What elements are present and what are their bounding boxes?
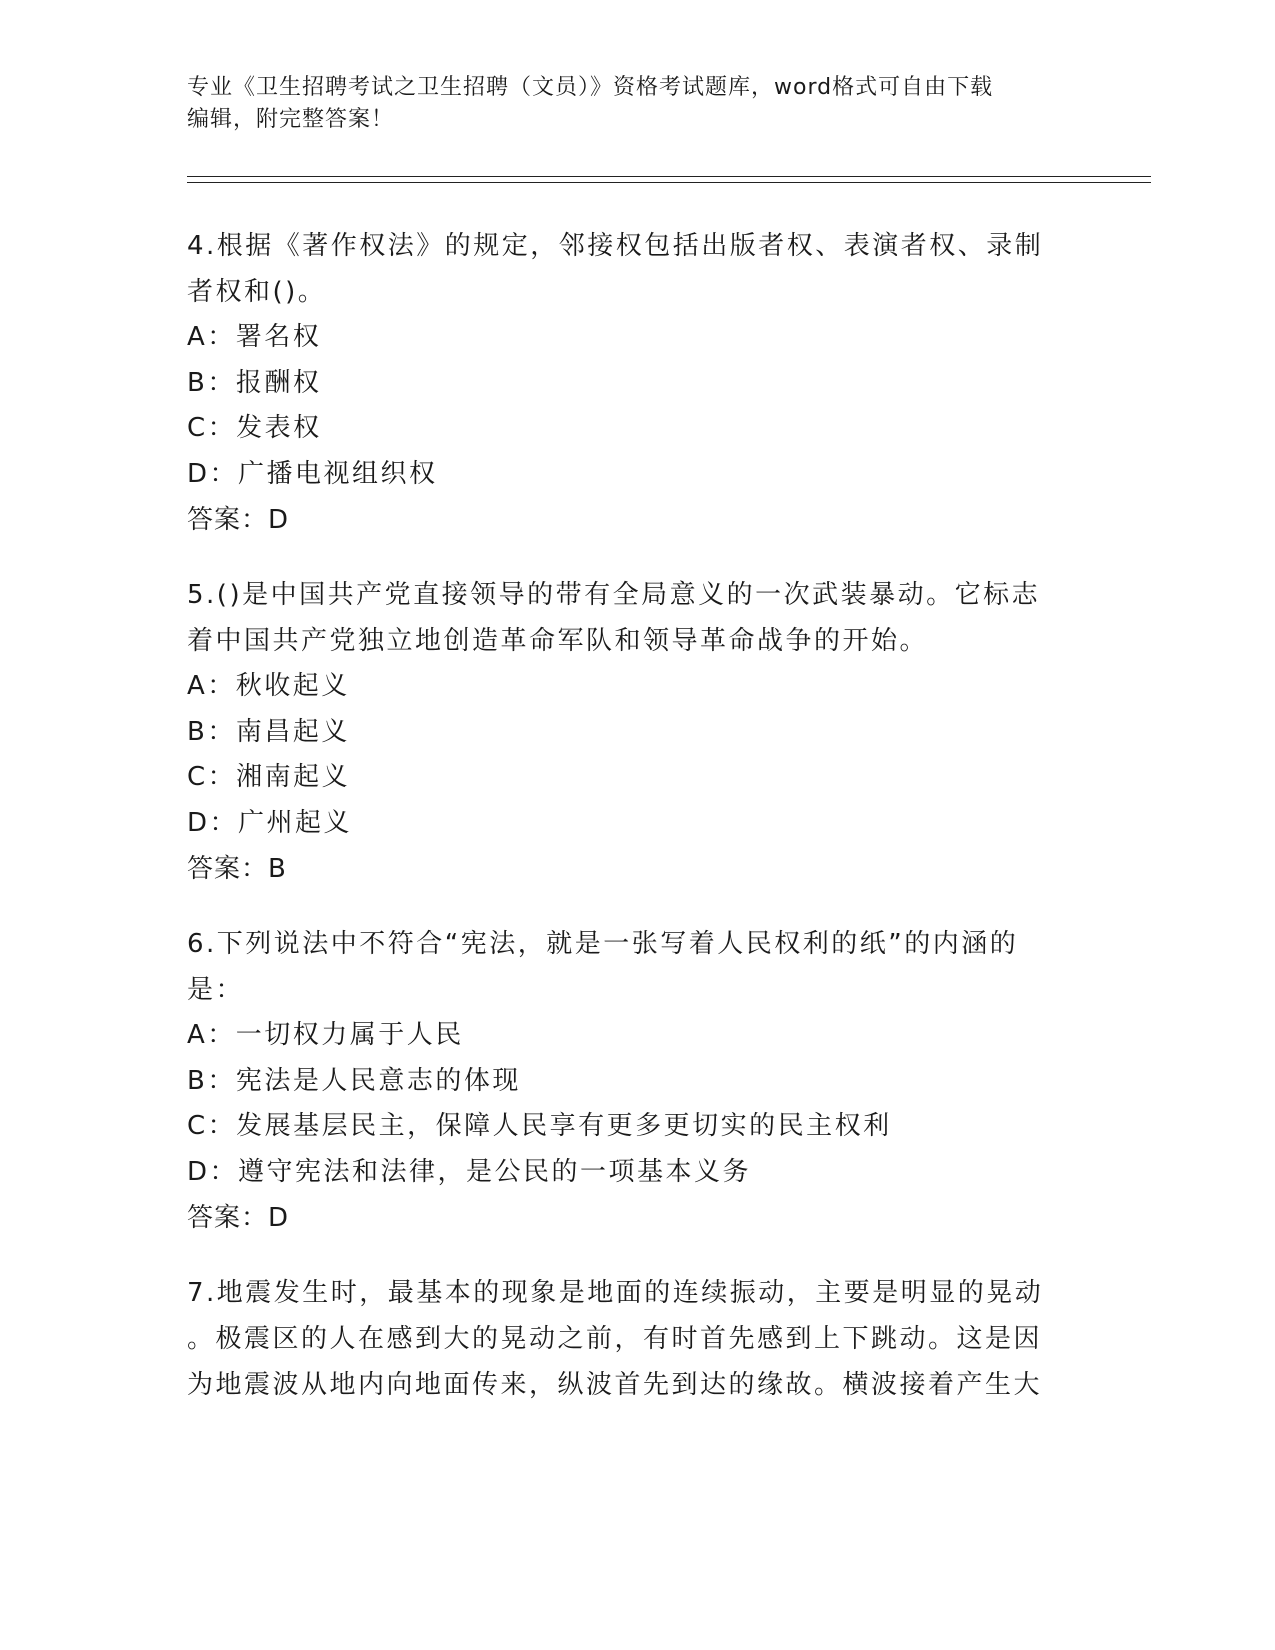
question-6 (187, 921, 1067, 1241)
option-b: B：宪法是人民意志的体现 (187, 1065, 521, 1096)
question-5 (187, 572, 1067, 892)
header-divider-top (187, 176, 1151, 177)
option-a: A：署名权 (187, 322, 322, 352)
option-d: D：遵守宪法和法律，是公民的一项基本义务 (187, 1156, 752, 1187)
answer-line: 答案：B (187, 854, 287, 884)
header-line-1: 专业《卫生招聘考试之卫生招聘（文员）》资格考试题库，word格式可自由下载 (187, 75, 994, 100)
option-b: B：报酬权 (187, 367, 322, 398)
option-c: C：湘南起义 (187, 762, 351, 792)
stem-line: 7.地震发生时，最基本的现象是地面的连续振动，主要是明显的晃动 (187, 1278, 1044, 1308)
stem-line: 5.()是中国共产党直接领导的带有全局意义的一次武装暴动。它标志 (187, 580, 1041, 610)
option-b: B：南昌起义 (187, 716, 350, 747)
question-7 (187, 1270, 1067, 1408)
option-d: D：广州起义 (187, 807, 353, 838)
stem-line: 者权和()。 (187, 277, 327, 307)
question-4 (187, 223, 1067, 543)
stem-line: 4.根据《著作权法》的规定，邻接权包括出版者权、表演者权、录制 (187, 231, 1044, 261)
question-stem (187, 572, 1067, 664)
stem-line: 为地震波从地内向地面传来，纵波首先到达的缘故。横波接着产生大 (187, 1370, 1043, 1400)
option-c: C：发展基层民主，保障人民享有更多更切实的民主权利 (187, 1111, 892, 1141)
question-stem (187, 223, 1067, 315)
stem-line: 6.下列说法中不符合“宪法，就是一张写着人民权利的纸”的内涵的 (187, 929, 1019, 959)
option-a: A：一切权力属于人民 (187, 1020, 464, 1050)
header-line-2: 编辑，附完整答案！ (187, 107, 395, 132)
stem-line: 是： (187, 975, 245, 1005)
answer-line: 答案：D (187, 1203, 290, 1233)
document-header (187, 72, 1067, 136)
question-stem (187, 921, 1067, 1013)
answer-line: 答案：D (187, 505, 290, 535)
stem-line: 。极震区的人在感到大的晃动之前，有时首先感到上下跳动。这是因 (187, 1324, 1043, 1354)
option-d: D：广播电视组织权 (187, 458, 438, 489)
option-a: A：秋收起义 (187, 671, 350, 701)
question-stem (187, 1270, 1067, 1408)
header-divider-bottom (187, 182, 1151, 183)
option-c: C：发表权 (187, 413, 322, 443)
stem-line: 着中国共产党独立地创造革命军队和领导革命战争的开始。 (187, 626, 929, 656)
